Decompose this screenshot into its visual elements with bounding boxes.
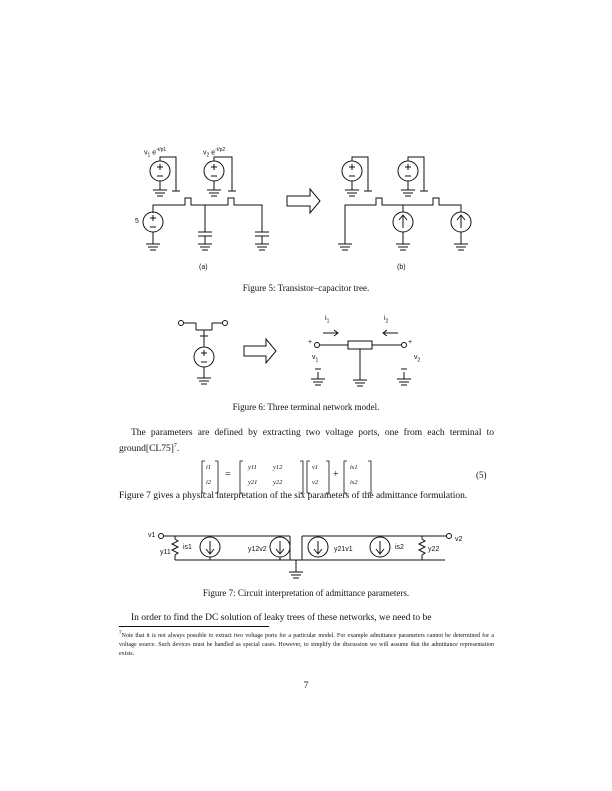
y11: y11 — [248, 464, 257, 471]
figure-6-drawing — [0, 300, 612, 400]
fig7-y21v1: y21v1 — [334, 546, 353, 553]
is2: is2 — [350, 479, 358, 486]
i2-label: $i_2$ — [384, 315, 389, 325]
y21: y21 — [248, 479, 258, 486]
paragraph-1: The parameters are defined by extracting two voltage ports, one from each terminal to $ground[CL75]^7$. — [119, 428, 494, 455]
plus: + — [333, 469, 339, 480]
i1-label: $i_1$ — [325, 315, 330, 325]
voltage-source-3 — [143, 212, 163, 250]
fig7-v2: v2 — [455, 536, 463, 543]
plus-left: + — [308, 339, 313, 346]
fig7-y11: y11 — [160, 549, 171, 556]
v2: v2 — [312, 479, 319, 486]
figure-5-caption: Figure 5: Transistor–capacitor tree. — [242, 283, 370, 293]
page-number: 7 — [303, 681, 309, 691]
figure-6-caption: Figure 6: Three terminal network model. — [232, 402, 380, 412]
src3-label: 5 — [135, 218, 139, 225]
transform-arrow-6 — [244, 339, 276, 363]
footnote: $^7$Note that it is not always possible to extract two voltage ports for a particular model. For example admittance parameters cannot be determined for a voltage source. Such devices must be handled as special cases. However, to simplify the discussion we will assume that the admittance representation exists. — [119, 631, 494, 657]
equation-number: (5) — [476, 470, 487, 480]
transistor-network-b — [338, 157, 471, 250]
paragraph-2: Figure 7 gives a physical interpretation of the six parameters of the admittance formulation. — [119, 491, 468, 501]
equals: = — [225, 469, 231, 480]
src1-label: $v_1$ $e^{-t/p1}$ — [144, 147, 167, 159]
figure-7-caption: Figure 7: Circuit interpretation of admittance parameters. — [202, 588, 410, 598]
figure-7-drawing — [0, 520, 612, 580]
transform-arrow-5 — [287, 189, 320, 213]
i2: i2 — [206, 479, 212, 486]
y12: y12 — [273, 464, 283, 471]
label-b: (b) — [397, 264, 406, 271]
v1-label: $v_1$ — [312, 354, 319, 364]
fig7-y22: y22 — [428, 546, 440, 553]
fig7-v1: v1 — [148, 532, 156, 539]
label-a: (a) — [199, 264, 208, 271]
figure-5-drawing — [0, 0, 612, 300]
figure-5 — [0, 0, 612, 300]
voltage-source-2 — [204, 157, 232, 196]
i1: i1 — [206, 464, 212, 471]
fig7-y12v2: y12v2 — [248, 546, 267, 553]
transistor-network-a — [153, 191, 269, 250]
transistor-source-6 — [179, 321, 228, 385]
fig7-is2: is2 — [395, 544, 404, 551]
three-terminal-model — [311, 330, 411, 386]
fig7-is1: is1 — [183, 544, 192, 551]
v1: v1 — [312, 464, 319, 471]
y22: y22 — [273, 479, 283, 486]
src2-label: $v_2$ $e^{-t/p2}$ — [203, 147, 226, 159]
paragraph-3: In order to find the DC solution of leaky trees of these networks, we need to be — [131, 613, 432, 623]
is1: is1 — [350, 464, 358, 471]
figure-6 — [0, 300, 612, 400]
footnote-rule — [119, 626, 269, 627]
plus-right: + — [408, 339, 413, 346]
voltage-source-1 — [150, 157, 176, 196]
figure-7 — [0, 520, 612, 580]
v2-label: $v_2$ — [414, 354, 421, 364]
